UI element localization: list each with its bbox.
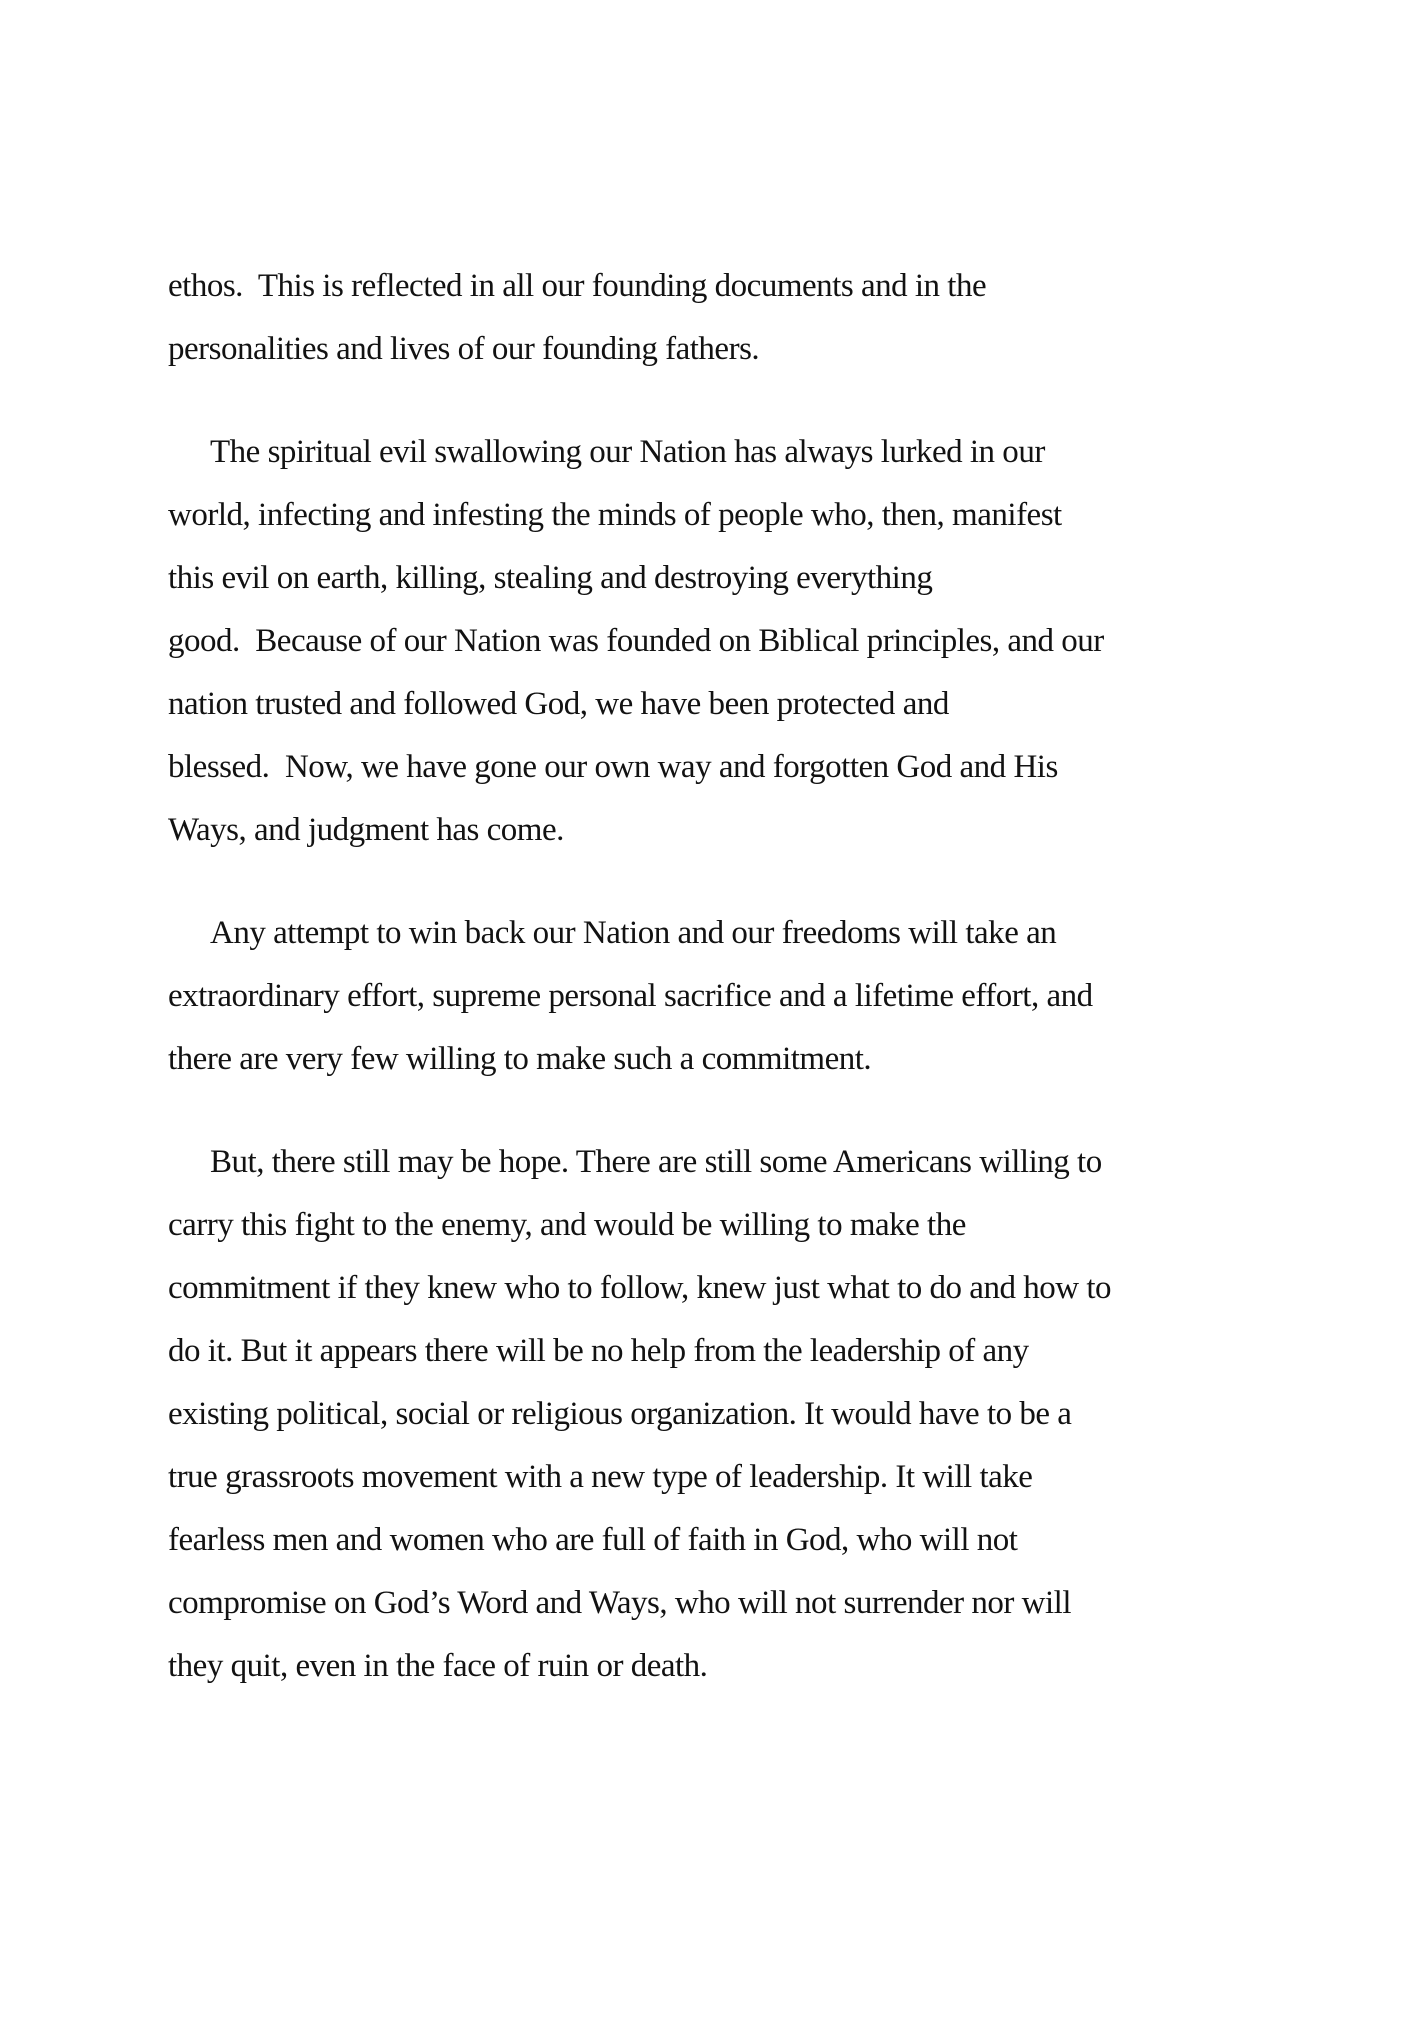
paragraph — [168, 421, 1268, 862]
paragraph — [168, 1131, 1268, 1698]
text-line: they quit, even in the face of ruin or death. — [168, 1648, 708, 1684]
text-line: extraordinary effort, supreme personal sacrifice and a lifetime effort, and — [168, 978, 1093, 1014]
paragraph — [168, 902, 1268, 1091]
text-line: Any attempt to win back our Nation and our freedoms will take an — [210, 915, 1057, 951]
text-line: true grassroots movement with a new type of leadership. It will take — [168, 1459, 1033, 1495]
text-line: nation trusted and followed God, we have been protected and — [168, 686, 949, 722]
text-line: Ways, and judgment has come. — [168, 812, 564, 848]
text-line: blessed. Now, we have gone our own way and forgotten God and His — [168, 749, 1058, 785]
document-text-body — [168, 255, 1268, 1698]
text-line: carry this fight to the enemy, and would be willing to make the — [168, 1207, 966, 1243]
text-line: But, there still may be hope. There are still some Americans willing to — [210, 1144, 1102, 1180]
text-line: ethos. This is reflected in all our founding documents and in the — [168, 268, 987, 304]
text-line: existing political, social or religious organization. It would have to be a — [168, 1396, 1072, 1432]
text-line: good. Because of our Nation was founded on Biblical principles, and our — [168, 623, 1104, 659]
text-line: The spiritual evil swallowing our Nation has always lurked in our — [210, 434, 1045, 470]
text-line: personalities and lives of our founding fathers. — [168, 331, 760, 367]
text-line: compromise on God’s Word and Ways, who will not surrender nor will — [168, 1585, 1072, 1621]
text-line: this evil on earth, killing, stealing and destroying everything — [168, 560, 933, 596]
text-line: there are very few willing to make such a commitment. — [168, 1041, 872, 1077]
text-line: world, infecting and infesting the minds of people who, then, manifest — [168, 497, 1062, 533]
text-line: do it. But it appears there will be no help from the leadership of any — [168, 1333, 1029, 1369]
paragraph — [168, 255, 1268, 381]
text-line: fearless men and women who are full of faith in God, who will not — [168, 1522, 1018, 1558]
text-line: commitment if they knew who to follow, knew just what to do and how to — [168, 1270, 1111, 1306]
